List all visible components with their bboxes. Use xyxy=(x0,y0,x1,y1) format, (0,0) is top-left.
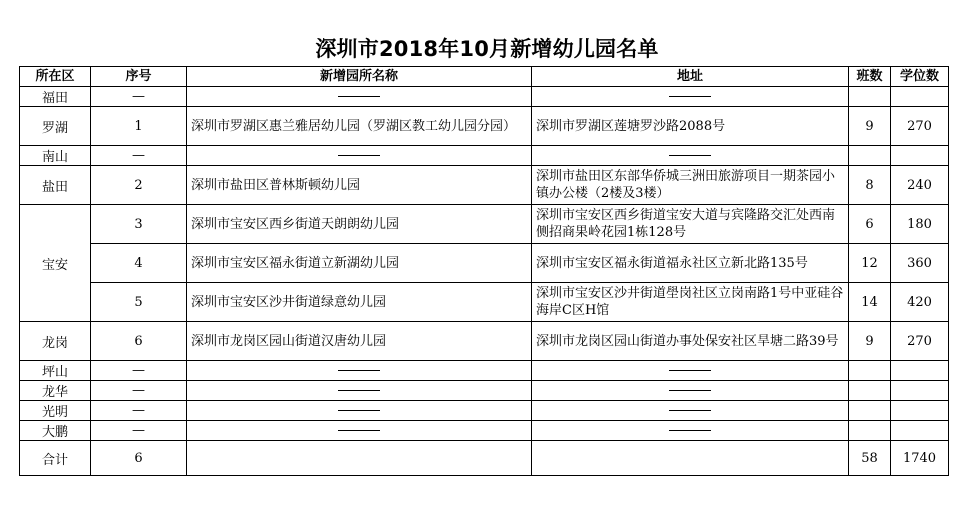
address-cell xyxy=(532,421,849,441)
classes-cell xyxy=(849,361,891,381)
address-cell xyxy=(532,441,849,476)
number-cell: 3 xyxy=(91,205,187,244)
header-row xyxy=(20,67,949,87)
page-title: 深圳市2018年10月新增幼儿园名单 xyxy=(315,37,659,61)
seats-cell xyxy=(891,146,949,166)
table-row xyxy=(20,205,949,244)
table-row xyxy=(20,361,949,381)
classes-cell: 9 xyxy=(849,107,891,146)
kindergarten-table xyxy=(19,66,949,476)
classes-cell xyxy=(849,401,891,421)
name-cell xyxy=(187,441,532,476)
number-cell: 1 xyxy=(91,107,187,146)
district-cell: 南山 xyxy=(20,146,91,166)
header-district: 所在区 xyxy=(20,67,91,87)
dash-mark xyxy=(338,390,380,391)
classes-cell xyxy=(849,146,891,166)
total-label: 合计 xyxy=(20,441,91,476)
header-seats: 学位数 xyxy=(891,67,949,87)
district-cell: 罗湖 xyxy=(20,107,91,146)
number-cell: — xyxy=(91,401,187,421)
address-cell: 深圳市龙岗区园山街道办事处保安社区旱塘二路39号 xyxy=(532,322,849,361)
name-cell: 深圳市龙岗区园山街道汉唐幼儿园 xyxy=(187,322,532,361)
dash-mark xyxy=(669,390,711,391)
name-cell: 深圳市宝安区福永街道立新湖幼儿园 xyxy=(187,244,532,283)
district-cell: 大鹏 xyxy=(20,421,91,441)
name-cell: 深圳市罗湖区惠兰雅居幼儿园（罗湖区教工幼儿园分园） xyxy=(187,107,532,146)
number-cell: — xyxy=(91,146,187,166)
district-cell: 宝安 xyxy=(20,205,91,322)
header-name: 新增园所名称 xyxy=(187,67,532,87)
name-cell: 深圳市宝安区西乡街道天朗朗幼儿园 xyxy=(187,205,532,244)
classes-cell: 6 xyxy=(849,205,891,244)
classes-cell xyxy=(849,87,891,107)
number-cell: 2 xyxy=(91,166,187,205)
address-cell: 深圳市罗湖区莲塘罗沙路2088号 xyxy=(532,107,849,146)
dash-mark xyxy=(338,430,380,431)
table-row xyxy=(20,244,949,283)
table-row xyxy=(20,107,949,146)
classes-cell: 14 xyxy=(849,283,891,322)
number-cell: 5 xyxy=(91,283,187,322)
name-cell: 深圳市宝安区沙井街道绿意幼儿园 xyxy=(187,283,532,322)
header-classes: 班数 xyxy=(849,67,891,87)
seats-cell xyxy=(891,87,949,107)
seats-cell xyxy=(891,381,949,401)
name-cell: 深圳市盐田区普林斯顿幼儿园 xyxy=(187,166,532,205)
number-cell: — xyxy=(91,381,187,401)
seats-cell: 270 xyxy=(891,107,949,146)
dash-mark xyxy=(669,430,711,431)
address-cell: 深圳市宝安区沙井街道壆岗社区立岗南路1号中亚硅谷海岸C区H馆 xyxy=(532,283,849,322)
district-cell: 龙华 xyxy=(20,381,91,401)
dash-mark xyxy=(669,370,711,371)
table-row xyxy=(20,421,949,441)
address-cell: 深圳市宝安区福永街道福永社区立新北路135号 xyxy=(532,244,849,283)
name-cell xyxy=(187,421,532,441)
number-cell: 4 xyxy=(91,244,187,283)
total-classes: 58 xyxy=(849,441,891,476)
seats-cell xyxy=(891,401,949,421)
table-row xyxy=(20,381,949,401)
total-row xyxy=(20,441,949,476)
dash-mark xyxy=(338,155,380,156)
dash-mark xyxy=(669,155,711,156)
classes-cell: 8 xyxy=(849,166,891,205)
name-cell xyxy=(187,361,532,381)
dash-mark xyxy=(338,370,380,371)
header-number: 序号 xyxy=(91,67,187,87)
table-row xyxy=(20,283,949,322)
seats-cell: 270 xyxy=(891,322,949,361)
number-cell: 6 xyxy=(91,322,187,361)
seats-cell: 180 xyxy=(891,205,949,244)
district-cell: 光明 xyxy=(20,401,91,421)
total-count: 6 xyxy=(91,441,187,476)
dash-mark xyxy=(338,96,380,97)
address-cell: 深圳市盐田区东部华侨城三洲田旅游项目一期茶园小镇办公楼（2楼及3楼） xyxy=(532,166,849,205)
header-address: 地址 xyxy=(532,67,849,87)
district-cell: 盐田 xyxy=(20,166,91,205)
number-cell: — xyxy=(91,421,187,441)
district-cell: 龙岗 xyxy=(20,322,91,361)
total-seats: 1740 xyxy=(891,441,949,476)
address-cell xyxy=(532,401,849,421)
address-cell xyxy=(532,87,849,107)
name-cell xyxy=(187,146,532,166)
address-cell xyxy=(532,381,849,401)
district-cell: 坪山 xyxy=(20,361,91,381)
dash-mark xyxy=(338,410,380,411)
classes-cell: 9 xyxy=(849,322,891,361)
seats-cell xyxy=(891,421,949,441)
seats-cell: 360 xyxy=(891,244,949,283)
name-cell xyxy=(187,381,532,401)
district-cell: 福田 xyxy=(20,87,91,107)
classes-cell xyxy=(849,381,891,401)
seats-cell: 240 xyxy=(891,166,949,205)
classes-cell: 12 xyxy=(849,244,891,283)
name-cell xyxy=(187,401,532,421)
address-cell xyxy=(532,146,849,166)
number-cell: — xyxy=(91,361,187,381)
table-row xyxy=(20,322,949,361)
dash-mark xyxy=(669,96,711,97)
table-row xyxy=(20,146,949,166)
number-cell: — xyxy=(91,87,187,107)
address-cell xyxy=(532,361,849,381)
table-row xyxy=(20,401,949,421)
seats-cell: 420 xyxy=(891,283,949,322)
name-cell xyxy=(187,87,532,107)
table-row xyxy=(20,87,949,107)
classes-cell xyxy=(849,421,891,441)
address-cell: 深圳市宝安区西乡街道宝安大道与宾隆路交汇处西南侧招商果岭花园1栋128号 xyxy=(532,205,849,244)
table-row xyxy=(20,166,949,205)
seats-cell xyxy=(891,361,949,381)
dash-mark xyxy=(669,410,711,411)
